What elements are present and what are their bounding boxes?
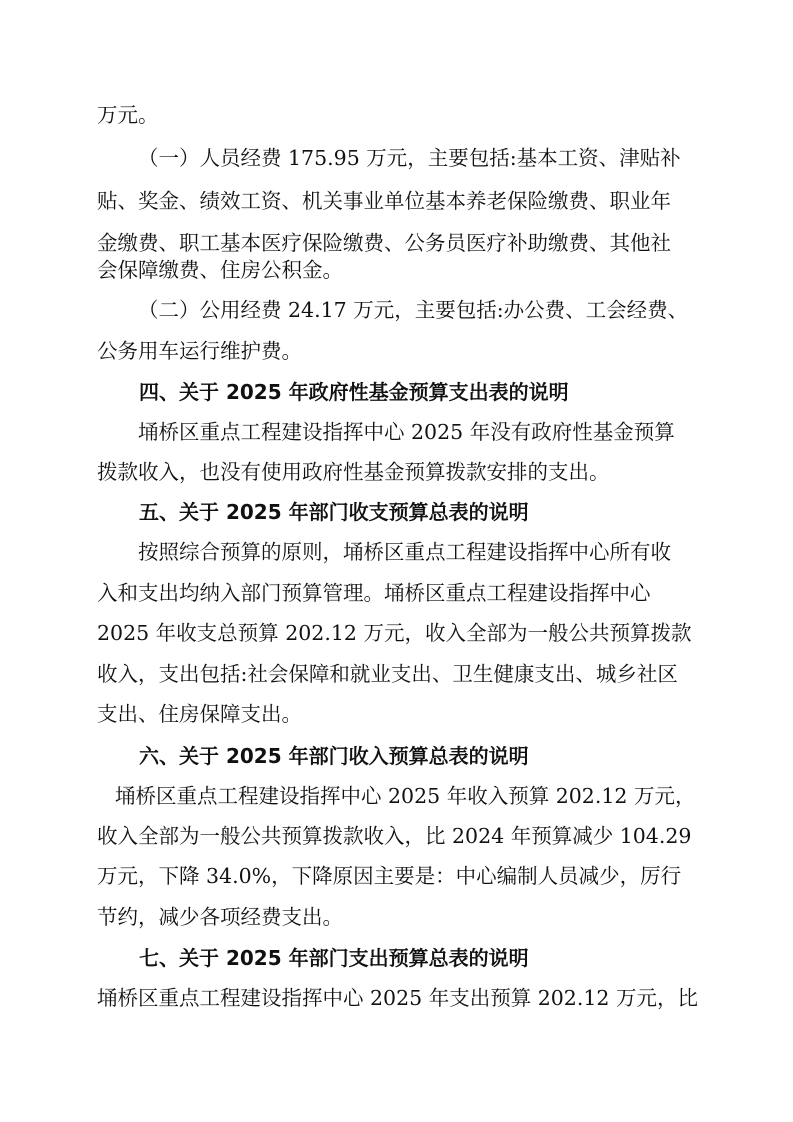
body-line: 收入，支出包括:社会保障和就业支出、卫生健康支出、城乡社区 (97, 662, 678, 686)
body-line: （一）人员经费 175.95 万元，主要包括:基本工资、津贴补 (138, 146, 681, 170)
section-heading: 五、关于 2025 年部门收支预算总表的说明 (139, 500, 529, 524)
body-line: 公务用车运行维护费。 (97, 339, 302, 363)
section-heading: 四、关于 2025 年政府性基金预算支出表的说明 (139, 380, 569, 404)
body-line: 万元，下降 34.0%，下降原因主要是：中心编制人员减少，厉行 (97, 864, 682, 888)
body-line: 贴、奖金、绩效工资、机关事业单位基本养老保险缴费、职业年 (97, 189, 671, 213)
body-line: 拨款收入，也没有使用政府性基金预算拨款安排的支出。 (97, 460, 610, 484)
body-line: 入和支出均纳入部门预算管理。埇桥区重点工程建设指挥中心 (97, 581, 651, 605)
body-line: 按照综合预算的原则，埇桥区重点工程建设指挥中心所有收 (138, 540, 671, 564)
body-line: 会保障缴费、住房公积金。 (97, 258, 343, 282)
body-line: （二）公用经费 24.17 万元，主要包括:办公费、工会经费、 (138, 298, 689, 322)
body-line: 埇桥区重点工程建设指挥中心 2025 年收入预算 202.12 万元， (115, 784, 696, 808)
section-heading: 六、关于 2025 年部门收入预算总表的说明 (139, 744, 529, 768)
section-heading: 七、关于 2025 年部门支出预算总表的说明 (139, 946, 529, 970)
body-line: 节约，减少各项经费支出。 (97, 905, 343, 929)
body-line: 收入全部为一般公共预算拨款收入，比 2024 年预算减少 104.29 (97, 824, 692, 848)
body-line: 埇桥区重点工程建设指挥中心 2025 年支出预算 202.12 万元，比 (97, 986, 698, 1010)
body-line: 万元。 (97, 103, 159, 127)
body-line: 支出、住房保障支出。 (97, 702, 302, 726)
body-line: 2025 年收支总预算 202.12 万元，收入全部为一般公共预算拨款 (97, 621, 692, 645)
body-line: 金缴费、职工基本医疗保险缴费、公务员医疗补助缴费、其他社 (97, 231, 671, 255)
body-line: 埇桥区重点工程建设指挥中心 2025 年没有政府性基金预算 (138, 420, 675, 444)
